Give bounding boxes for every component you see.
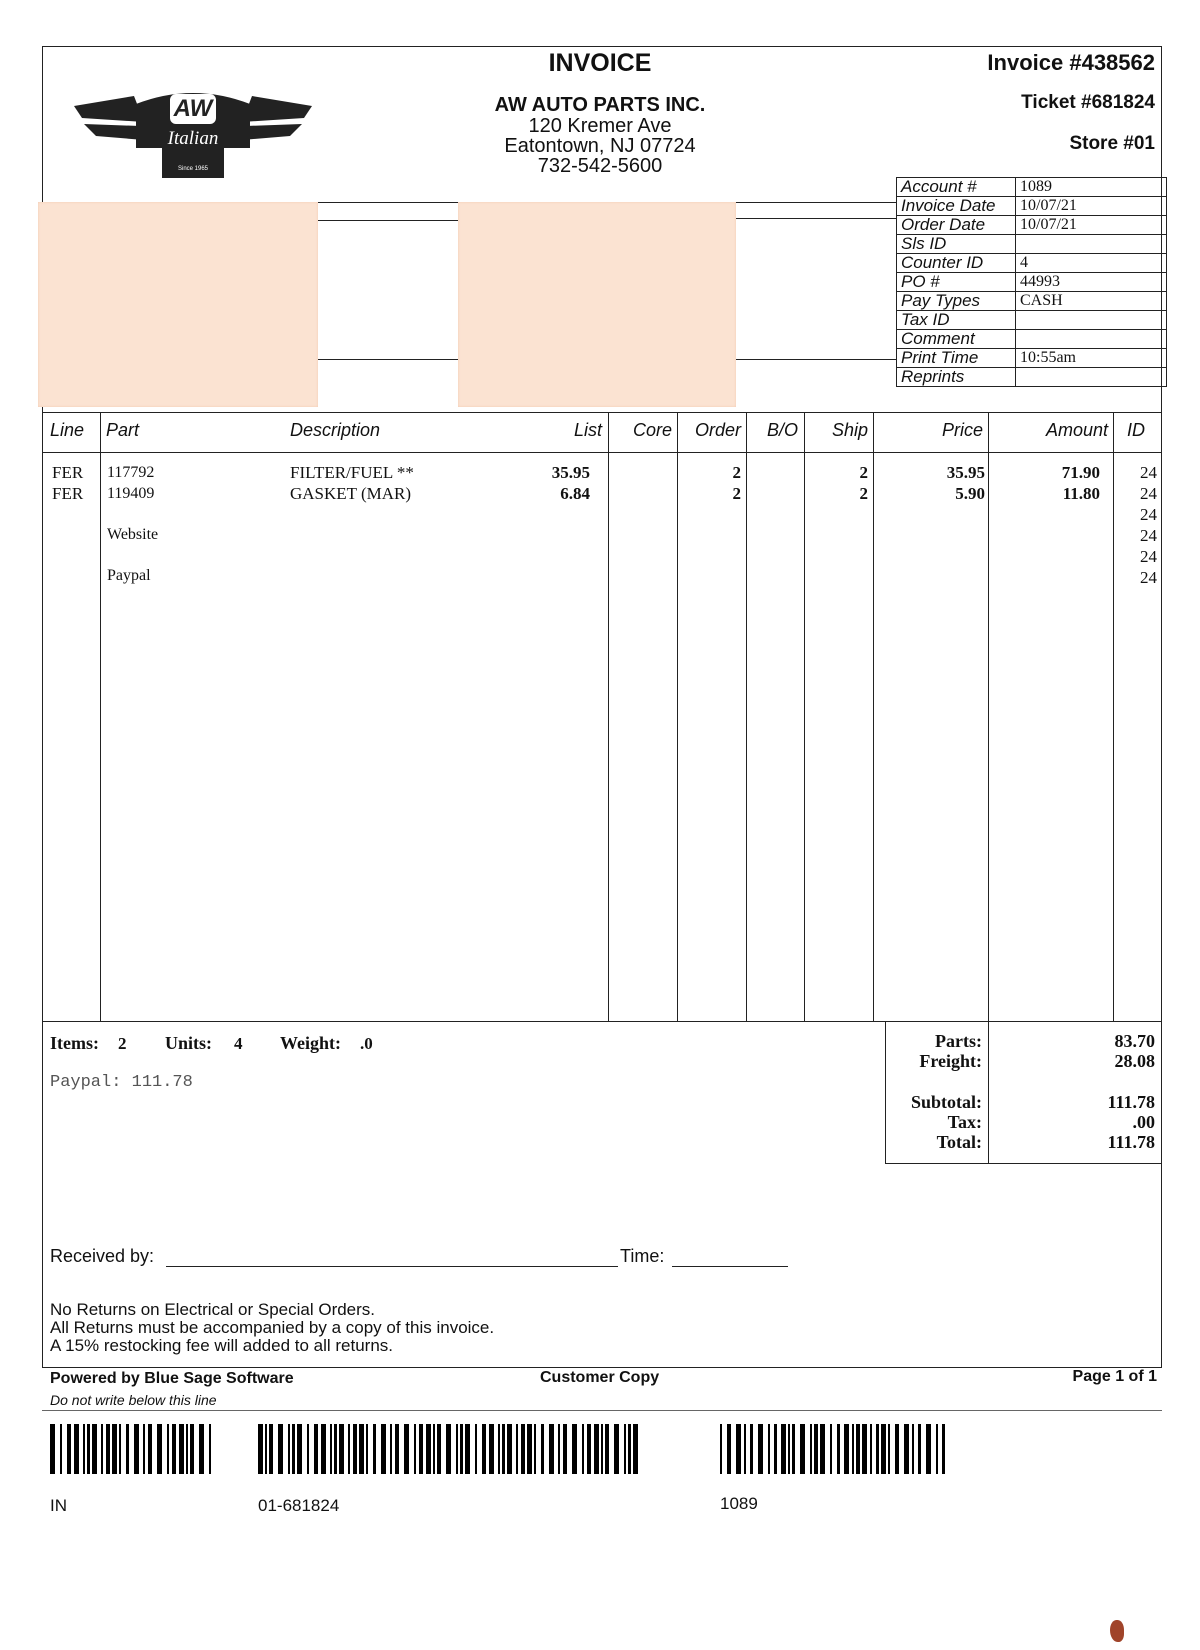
info-label: Invoice Date <box>897 197 1016 216</box>
item-line: FER <box>52 484 84 503</box>
company-name: AW AUTO PARTS INC. <box>494 94 706 116</box>
item-order: 2 <box>732 463 741 482</box>
logo-since-text: Since 1965 <box>177 166 209 172</box>
logo-middle-text: Italian <box>167 128 219 149</box>
col-divider <box>677 412 678 1021</box>
item-part: 117792 <box>107 464 155 481</box>
parts-label: Parts: <box>935 1031 982 1051</box>
info-label: Sls ID <box>897 235 1016 254</box>
redacted-ship-to-address <box>458 202 736 407</box>
payment-line: Paypal: 111.78 <box>50 1073 193 1092</box>
info-value <box>1016 330 1167 349</box>
info-label: Order Date <box>897 216 1016 235</box>
item-amount: 71.90 <box>1061 463 1100 482</box>
freight-value: 28.08 <box>1114 1051 1155 1071</box>
do-not-write-text: Do not write below this line <box>50 1392 217 1408</box>
info-row-po <box>897 273 1167 292</box>
weight-value: .0 <box>360 1034 373 1053</box>
col-divider <box>804 412 805 1021</box>
col-header-id: ID <box>1127 420 1145 440</box>
info-row-tax-id <box>897 311 1167 330</box>
col-divider <box>1113 412 1114 1021</box>
units-count-label: Units: <box>165 1033 213 1053</box>
col-header-ship: Ship <box>831 420 868 440</box>
bill-to-box <box>318 220 458 360</box>
logo-top-text: AW <box>173 95 213 122</box>
received-by-line <box>166 1266 618 1267</box>
item-description: GASKET (MAR) <box>290 484 412 503</box>
page-number: Page 1 of 1 <box>1072 1368 1157 1385</box>
barcode-account-label: 1089 <box>720 1494 758 1513</box>
info-row-counter-id <box>897 254 1167 273</box>
note-website: Website <box>107 526 159 543</box>
info-value: 10:55am <box>1016 349 1167 368</box>
info-row-reprints <box>897 368 1167 387</box>
info-label: Print Time <box>897 349 1016 368</box>
col-divider <box>608 412 609 1021</box>
barcode-type <box>50 1424 213 1474</box>
store-number: Store #01 <box>1069 133 1155 154</box>
col-divider <box>988 412 989 1021</box>
info-row-pay-types <box>897 292 1167 311</box>
note-paypal: Paypal <box>107 567 151 584</box>
info-value <box>1016 368 1167 387</box>
item-ship: 2 <box>859 484 868 503</box>
received-by-label: Received by: <box>50 1246 155 1266</box>
info-label: Comment <box>897 330 1016 349</box>
info-row-print-time <box>897 349 1167 368</box>
info-value: 1089 <box>1016 178 1167 197</box>
company-address-line1: 120 Kremer Ave <box>528 115 672 137</box>
item-part: 119409 <box>107 485 155 502</box>
item-description: FILTER/FUEL ** <box>290 463 414 482</box>
info-label: Account # <box>897 178 1016 197</box>
company-phone: 732-542-5600 <box>537 155 663 177</box>
account-info-table <box>896 177 1167 387</box>
info-value <box>1016 311 1167 330</box>
info-label: Counter ID <box>897 254 1016 273</box>
extra-id: 24 <box>1140 526 1157 545</box>
time-line <box>672 1266 788 1267</box>
col-header-core: Core <box>632 420 672 440</box>
powered-by-text: Powered by Blue Sage Software <box>50 1370 294 1387</box>
company-address-line2: Eatontown, NJ 07724 <box>504 135 696 157</box>
tax-value: .00 <box>1132 1112 1155 1132</box>
col-header-order: Order <box>694 420 741 440</box>
items-top-border <box>42 412 1162 413</box>
subtotal-value: 111.78 <box>1107 1092 1155 1112</box>
col-header-amount: Amount <box>1045 420 1108 440</box>
parts-value: 83.70 <box>1114 1031 1155 1051</box>
invoice-title: INVOICE <box>548 49 652 77</box>
do-not-write-divider <box>42 1410 1162 1411</box>
info-value: 44993 <box>1016 273 1167 292</box>
policy-line: A 15% restocking fee will added to all returns. <box>50 1336 394 1355</box>
barcode-ticket-label: 01-681824 <box>258 1496 340 1515</box>
company-logo <box>74 86 312 186</box>
subtotal-label: Subtotal: <box>910 1092 982 1112</box>
item-ship: 2 <box>859 463 868 482</box>
col-header-part: Part <box>106 420 140 440</box>
item-id: 24 <box>1140 463 1157 482</box>
extra-id: 24 <box>1140 568 1157 587</box>
info-row-comment <box>897 330 1167 349</box>
info-value: CASH <box>1016 292 1167 311</box>
totals-divider <box>988 1021 989 1164</box>
col-divider <box>100 412 101 1021</box>
item-order: 2 <box>732 484 741 503</box>
items-count: 2 <box>118 1034 127 1053</box>
col-divider <box>873 412 874 1021</box>
item-amount: 11.80 <box>1062 484 1100 503</box>
info-row-account <box>897 178 1167 197</box>
info-row-invoice-date <box>897 197 1167 216</box>
item-id: 24 <box>1140 484 1157 503</box>
extra-id: 24 <box>1140 547 1157 566</box>
info-value: 10/07/21 <box>1016 197 1167 216</box>
policy-line: No Returns on Electrical or Special Orders. <box>50 1300 376 1319</box>
ink-stain <box>1110 1620 1124 1642</box>
col-header-bo: B/O <box>766 420 798 440</box>
col-header-list: List <box>573 420 602 440</box>
info-label: Reprints <box>897 368 1016 387</box>
weight-label: Weight: <box>280 1033 341 1053</box>
barcode-type-label: IN <box>50 1496 67 1515</box>
total-value: 111.78 <box>1107 1132 1155 1152</box>
extra-id: 24 <box>1140 505 1157 524</box>
info-value: 10/07/21 <box>1016 216 1167 235</box>
col-divider <box>746 412 747 1021</box>
customer-copy-text: Customer Copy <box>540 1369 660 1386</box>
item-list: 6.84 <box>560 484 590 503</box>
freight-label: Freight: <box>919 1051 982 1071</box>
info-row-sls-id <box>897 235 1167 254</box>
barcode-account <box>720 1424 949 1474</box>
time-label: Time: <box>620 1246 665 1266</box>
info-label: Pay Types <box>897 292 1016 311</box>
redacted-bill-to-address <box>38 202 318 407</box>
col-header-line: Line <box>50 420 85 440</box>
info-label: Tax ID <box>897 311 1016 330</box>
col-header-price: Price <box>941 420 983 440</box>
item-price: 5.90 <box>955 484 985 503</box>
ticket-number: Ticket #681824 <box>1021 92 1155 113</box>
info-row-order-date <box>897 216 1167 235</box>
info-value <box>1016 235 1167 254</box>
items-count-label: Items: <box>50 1033 99 1053</box>
item-price: 35.95 <box>946 463 985 482</box>
invoice-number: Invoice #438562 <box>987 50 1155 75</box>
policy-line: All Returns must be accompanied by a copy of this invoice. <box>50 1318 495 1337</box>
info-label: PO # <box>897 273 1016 292</box>
col-header-description: Description <box>290 420 381 440</box>
info-value: 4 <box>1016 254 1167 273</box>
items-header-divider <box>42 452 1162 453</box>
item-list: 35.95 <box>551 463 590 482</box>
barcode-ticket <box>258 1424 643 1474</box>
ship-to-box <box>736 218 896 360</box>
tax-label: Tax: <box>947 1112 982 1132</box>
total-label: Total: <box>936 1132 982 1152</box>
item-line: FER <box>52 463 84 482</box>
units-count: 4 <box>234 1034 243 1053</box>
